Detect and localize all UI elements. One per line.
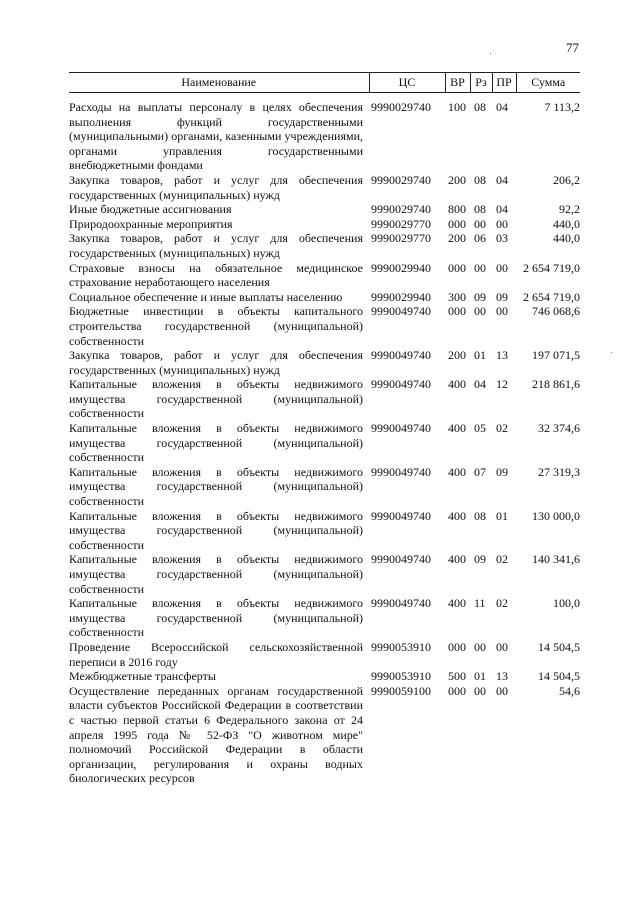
row-cs: 9990029940 (371, 289, 431, 304)
budget-table (69, 72, 580, 786)
table-row (69, 640, 580, 669)
table-row (69, 552, 580, 596)
header-vr: ВР (445, 73, 470, 93)
row-pr: 03 (496, 231, 508, 246)
row-vr: 300 (448, 289, 466, 304)
row-name: Закупка товаров, работ и услуг для обеспечения государственных (муниципальных) нужд (69, 231, 363, 260)
row-pr: 00 (496, 260, 508, 275)
row-name: Капитальные вложения в объекты недвижимого имущества государственной (муниципальной) собственности (69, 421, 363, 465)
table-row (69, 465, 580, 509)
row-sum: 440,0 (553, 231, 580, 246)
row-name: Страховые взносы на обязательное медицинское страхование неработающего населения (69, 260, 363, 290)
row-name: Проведение Всероссийской сельскохозяйственной переписи в 2016 году (69, 639, 363, 669)
row-sum: 440,0 (553, 216, 580, 231)
row-cs: 9990029740 (371, 172, 431, 187)
row-vr: 200 (448, 348, 466, 363)
row-name: Капитальные вложения в объекты недвижимого имущества государственной (муниципальной) собственности (69, 377, 363, 421)
row-vr: 400 (448, 552, 466, 567)
row-name: Осуществление переданных органам государственной власти субъектов Российской Федерации в соответствии с частью первой статьи 6 Федерального закона от 24 апреля 1995 года № 52-ФЗ "О животном мире" полномочий Российской Федерации в области организации, регулирования и охраны водных биологических ресурсов (69, 683, 363, 786)
row-cs: 9990029770 (371, 216, 431, 231)
row-sum: 54,6 (559, 683, 580, 698)
row-sum: 32 374,6 (538, 421, 580, 436)
row-cs: 9990049740 (371, 377, 431, 392)
row-pr: 02 (496, 552, 508, 567)
row-name: Капитальные вложения в объекты недвижимого имущества государственной (муниципальной) собственности (69, 552, 363, 596)
table-row (69, 202, 580, 217)
table-row (69, 377, 580, 421)
row-cs: 9990049740 (371, 421, 431, 436)
row-cs: 9990049740 (371, 464, 431, 479)
row-cs: 9990049740 (371, 304, 431, 319)
row-pr: 00 (496, 304, 508, 319)
row-rz: 08 (474, 172, 486, 187)
row-rz: 01 (474, 669, 486, 684)
row-rz: 00 (474, 683, 486, 698)
row-cs: 9990029770 (371, 231, 431, 246)
row-sum: 7 113,2 (544, 100, 580, 114)
row-rz: 08 (474, 202, 486, 217)
row-cs: 9990029740 (371, 100, 431, 114)
row-rz: 01 (474, 348, 486, 363)
row-pr: 04 (496, 172, 508, 187)
row-rz: 09 (474, 552, 486, 567)
header-pr: ПР (492, 73, 516, 93)
row-cs: 9990059100 (371, 683, 431, 698)
row-pr: 12 (496, 377, 508, 392)
row-vr: 400 (448, 596, 466, 611)
table-row (69, 509, 580, 553)
table-row (69, 93, 580, 173)
row-cs: 9990029940 (371, 260, 431, 275)
row-rz: 09 (474, 289, 486, 304)
row-pr: 00 (496, 683, 508, 698)
row-rz: 07 (474, 464, 486, 479)
table-row (69, 348, 580, 377)
row-sum: 100,0 (553, 596, 580, 611)
table-header (69, 73, 580, 93)
row-cs: 9990053910 (371, 639, 431, 654)
row-name: Закупка товаров, работ и услуг для обеспечения государственных (муниципальных) нужд (69, 348, 363, 377)
table-row (69, 217, 580, 232)
row-name: Расходы на выплаты персоналу в целях обеспечения выполнения функций государственными (муниципальными) органами, казенными учреждениями, органами управления государственными внебюджетными фондами (69, 100, 363, 173)
row-sum: 14 504,5 (538, 639, 580, 654)
row-name: Природоохранные мероприятия (69, 216, 233, 231)
row-cs: 9990049740 (371, 552, 431, 567)
row-rz: 04 (474, 377, 486, 392)
row-sum: 206,2 (553, 172, 580, 187)
row-vr: 100 (448, 100, 466, 114)
row-sum: 14 504,5 (538, 669, 580, 684)
scan-speck (490, 53, 491, 54)
table-row (69, 231, 580, 260)
row-pr: 09 (496, 289, 508, 304)
row-vr: 000 (448, 260, 466, 275)
row-pr: 01 (496, 508, 508, 523)
header-sum: Сумма (516, 73, 580, 93)
row-vr: 400 (448, 508, 466, 523)
row-name: Социальное обеспечение и иные выплаты населению (69, 289, 343, 304)
row-rz: 00 (474, 260, 486, 275)
row-pr: 13 (496, 348, 508, 363)
table-row (69, 304, 580, 348)
row-vr: 400 (448, 377, 466, 392)
row-pr: 00 (496, 639, 508, 654)
row-vr: 000 (448, 304, 466, 319)
table-row (69, 596, 580, 640)
table-row (69, 669, 580, 684)
row-rz: 08 (474, 508, 486, 523)
row-sum: 746 068,6 (532, 304, 580, 319)
row-pr: 13 (496, 669, 508, 684)
table-row (69, 173, 580, 202)
row-rz: 00 (474, 304, 486, 319)
row-vr: 000 (448, 216, 466, 231)
row-sum: 2 654 719,0 (523, 260, 580, 275)
row-vr: 400 (448, 421, 466, 436)
row-pr: 02 (496, 596, 508, 611)
row-name: Бюджетные инвестиции в объекты капитального строительства государственной (муниципальной) собственности (69, 304, 363, 348)
table-row (69, 684, 580, 786)
row-vr: 500 (448, 669, 466, 684)
row-name: Капитальные вложения в объекты недвижимого имущества государственной (муниципальной) собственности (69, 508, 363, 552)
header-cs: ЦС (369, 73, 445, 93)
row-pr: 00 (496, 216, 508, 231)
row-cs: 9990049740 (371, 596, 431, 611)
row-sum: 2 654 719,0 (523, 289, 580, 304)
row-cs: 9990029740 (371, 202, 431, 217)
row-sum: 92,2 (559, 202, 580, 217)
table-row (69, 290, 580, 305)
row-pr: 04 (496, 202, 508, 217)
row-rz: 00 (474, 639, 486, 654)
row-name: Иные бюджетные ассигнования (69, 202, 232, 217)
row-sum: 130 000,0 (532, 508, 580, 523)
row-rz: 05 (474, 421, 486, 436)
row-pr: 02 (496, 421, 508, 436)
row-vr: 000 (448, 683, 466, 698)
row-pr: 09 (496, 464, 508, 479)
header-rz: Рз (470, 73, 492, 93)
row-rz: 08 (474, 100, 486, 114)
row-sum: 197 071,5 (532, 348, 580, 363)
row-sum: 27 319,3 (538, 464, 580, 479)
row-name: Межбюджетные трансферты (69, 669, 216, 684)
row-vr: 200 (448, 231, 466, 246)
scan-speck (611, 352, 612, 353)
row-sum: 140 341,6 (532, 552, 580, 567)
row-vr: 200 (448, 172, 466, 187)
row-sum: 218 861,6 (532, 377, 580, 392)
page-number: 77 (566, 40, 579, 55)
row-vr: 400 (448, 464, 466, 479)
row-vr: 800 (448, 202, 466, 217)
table-row (69, 421, 580, 465)
row-rz: 00 (474, 216, 486, 231)
row-cs: 9990049740 (371, 508, 431, 523)
row-vr: 000 (448, 639, 466, 654)
table-row (69, 261, 580, 290)
row-name: Капитальные вложения в объекты недвижимого имущества государственной (муниципальной) собственности (69, 596, 363, 640)
row-name: Закупка товаров, работ и услуг для обеспечения государственных (муниципальных) нужд (69, 172, 363, 202)
row-rz: 06 (474, 231, 486, 246)
row-pr: 04 (496, 100, 508, 114)
row-rz: 11 (474, 596, 486, 611)
header-name: Наименование (69, 73, 369, 93)
row-cs: 9990053910 (371, 669, 431, 684)
row-cs: 9990049740 (371, 348, 431, 363)
row-name: Капитальные вложения в объекты недвижимого имущества государственной (муниципальной) собственности (69, 464, 363, 509)
